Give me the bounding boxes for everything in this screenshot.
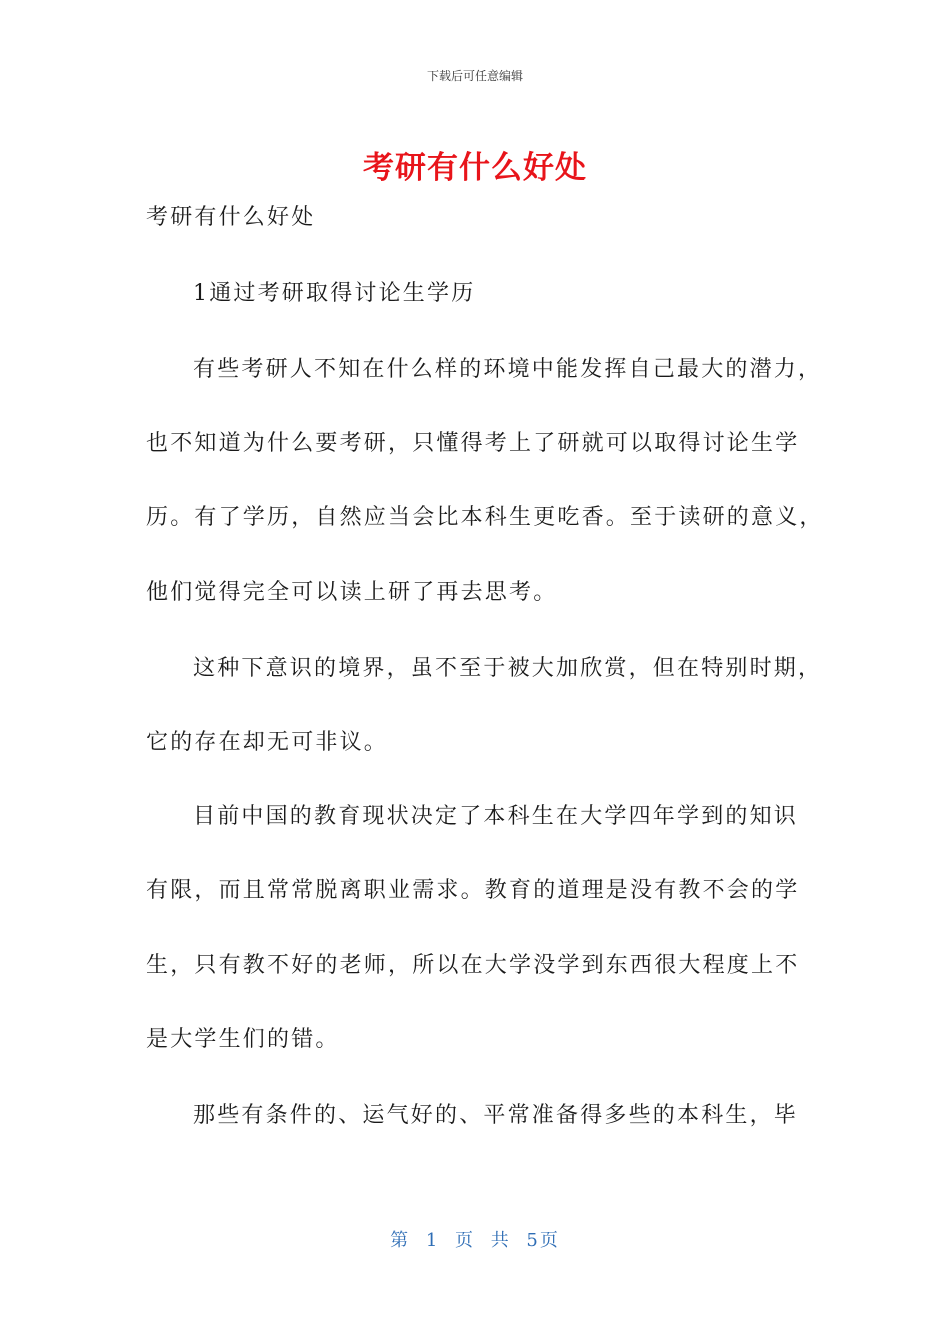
header-note: 下载后可任意编辑 [426,69,523,83]
section-heading: 1通过考研取得讨论生学历 [193,281,476,306]
body-line: 有限，而且常常脱离职业需求。教育的道理是没有教不会的学 [146,878,800,903]
body-line: 生，只有教不好的老师，所以在大学没学到东西很大程度上不 [146,953,800,978]
body-line: 目前中国的教育现状决定了本科生在大学四年学到的知识 [193,804,799,829]
body-line: 他们觉得完全可以读上研了再去思考。 [146,580,558,605]
body-line: 有些考研人不知在什么样的环境中能发挥自己最大的潜力， [193,357,823,382]
body-line: 是大学生们的错。 [146,1027,340,1052]
body-line: 也不知道为什么要考研，只懂得考上了研就可以取得讨论生学 [146,431,800,456]
body-line: 这种下意识的境界，虽不至于被大加欣赏，但在特别时期， [193,656,823,681]
body-line: 那些有条件的、运气好的、平常准备得多些的本科生，毕 [193,1103,799,1128]
document-title: 考研有什么好处 [363,150,587,186]
body-line: 考研有什么好处 [146,205,316,230]
body-line: 历。有了学历，自然应当会比本科生更吃香。至于读研的意义， [146,505,824,530]
page-number: 第 1 页 共 5页 [390,1230,560,1251]
body-line: 它的存在却无可非议。 [146,730,389,755]
